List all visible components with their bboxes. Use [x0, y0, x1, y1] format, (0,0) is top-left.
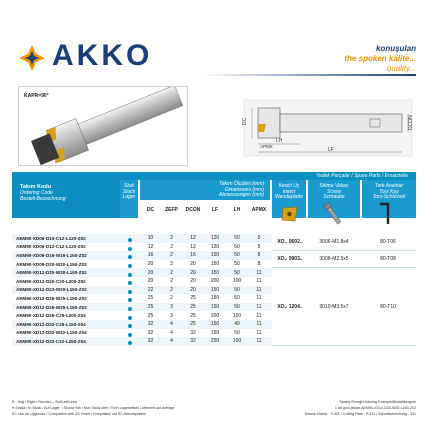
insert-group [272, 234, 416, 251]
cell-dc: 32 [147, 338, 154, 345]
stock-title-en: Stock [122, 188, 136, 195]
table-row [12, 243, 272, 252]
key-code: 80-T08 [380, 256, 396, 263]
cell-dc: 10 [147, 235, 154, 242]
cell-dc: 12 [147, 243, 154, 250]
key-title-en: Torx Key [379, 188, 399, 195]
cell-apmx: 11 [256, 338, 262, 345]
cell-lf: 150 [210, 329, 220, 336]
cell-apmx: 11 [256, 295, 262, 302]
cell-apmx: 11 [256, 269, 262, 276]
dims-title-de: Abmessungen (mm) [218, 192, 264, 198]
cell-lh: 100 [232, 312, 242, 319]
footer-legend-3: SC Ucu ile Uygundur / Compatible with SC Insert / Kompatibel mit SC-Wendeplatten [12, 412, 147, 416]
screw-icon [320, 200, 346, 228]
torx-key-icon [376, 200, 402, 228]
cell-lf: 150 [210, 261, 220, 268]
code-title-tr: Takım Kodu [20, 184, 52, 190]
insert-group [272, 268, 416, 345]
stock-header [120, 180, 138, 218]
cell-zefp: 3 [170, 312, 173, 319]
header-divider [200, 74, 416, 76]
cell-lh: 50 [234, 329, 240, 336]
cell-lh: 50 [234, 243, 240, 250]
cell-apmx: 11 [256, 321, 262, 328]
stock-title-de: Lager [122, 194, 136, 200]
cell-dc: 16 [147, 252, 154, 259]
cell-dcon: 20 [190, 286, 196, 293]
cell-apmx: 8 [257, 261, 261, 268]
cell-dcon: 12 [190, 235, 196, 242]
cell-dcon: 25 [190, 295, 196, 302]
cell-dcon: 32 [190, 329, 196, 336]
cell-lh: 50 [234, 269, 240, 276]
screw-code: 3010-M3.5x7 [319, 303, 349, 310]
table-row [12, 268, 272, 277]
cell-lh: 50 [234, 252, 240, 259]
stock-title-tr: Stok [123, 183, 134, 189]
key-title-tr: Tork Anahtar [374, 183, 404, 189]
cell-apmx: 8 [257, 252, 261, 259]
insert-title-de: Wendeplatte [275, 194, 303, 200]
code-title-de: Bestell-Bezeichnung [20, 196, 66, 202]
footer-legend-2: ● Stokta / In Stock / Auf Lager ○ Stokta Yok / Non Stock Item / Kein Lagerartikel, Lieferzeit auf Anfrage [12, 406, 175, 410]
insert-code: XO.. 0903.. [277, 256, 303, 263]
cell-lf: 150 [210, 295, 220, 302]
tool-drawing [240, 98, 416, 170]
ordering-code-header [12, 180, 120, 218]
cell-lf: 250 [210, 338, 220, 345]
key-code: 80-T10 [380, 303, 396, 310]
dims-title-en: Dimensions (mm) [224, 186, 264, 193]
cell-dcon: 20 [190, 269, 196, 276]
key-title-de: Torx-Schlüssel [372, 194, 406, 200]
cell-dcon: 32 [190, 338, 196, 345]
cell-apmx: 11 [256, 304, 262, 311]
cell-zefp: 2 [170, 243, 173, 250]
ordering-code: AEM90-XD12-D22-W20-L150-Z02 [16, 287, 87, 293]
ordering-code: AEM90-XD12-D20-C20-L200-Z02 [16, 278, 86, 284]
cell-lh: 50 [234, 261, 240, 268]
col-dc: DC [146, 207, 155, 213]
code-title-en: Ordering Code [20, 190, 53, 196]
footer-cutting-note: Kesme Hızıdır : S:331 / Cutting Rate : P:331 / Schnittbereichung : 331 [304, 412, 416, 416]
cell-lh: 50 [234, 295, 240, 302]
cell-dcon: 25 [190, 304, 196, 311]
cell-apmx: 11 [256, 329, 262, 336]
cell-dc: 20 [147, 269, 154, 276]
dimensions-header [140, 180, 270, 200]
cell-apmx: 11 [256, 312, 262, 319]
table-row [12, 311, 272, 320]
cell-dcon: 20 [190, 261, 196, 268]
ordering-code: AEM90-XD12-D32-W32-L150-Z04 [16, 330, 87, 336]
cell-zefp: 3 [170, 304, 173, 311]
screw-code: 3008-M2.5x5 [319, 256, 349, 263]
cell-dcon: 25 [190, 312, 196, 319]
footer-example-title: Sipariş Örneği/Ordering Example/Bestellbeispiel [339, 400, 416, 404]
slogan-line-3: quality... [386, 64, 416, 73]
ordering-code: AEM90-XD06-D10-C12-L120-Z02 [16, 235, 86, 241]
cell-zefp: 2 [170, 278, 173, 285]
table-row [12, 251, 272, 260]
col-lh: LH [233, 207, 241, 213]
ordering-code: AEM90-XD12-D25-W25-L150-Z02 [16, 295, 87, 301]
cell-dc: 32 [147, 329, 154, 336]
dimension-columns [140, 202, 270, 218]
ordering-code: AEM90-XD12-D20-W20-L150-Z02 [16, 270, 87, 276]
table-row [12, 234, 272, 243]
cell-dc: 22 [147, 286, 154, 293]
screw-title-en: Screw [327, 188, 341, 195]
cell-dcon: 20 [190, 278, 196, 285]
drawing-label-lh: LH [276, 138, 283, 144]
cell-lh: 100 [232, 338, 242, 345]
col-lf: LF [211, 207, 219, 213]
cell-lf: 200 [210, 312, 220, 319]
table-row [12, 277, 272, 286]
spare-parts-title: Yedek Parçalar / Spare Parts / Ersatzteile [316, 173, 408, 179]
cell-lh: 40 [234, 321, 240, 328]
insert-group [272, 251, 416, 268]
ordering-code: AEM90-XD09-D16-W16-L150-Z02 [16, 252, 87, 258]
insert-code: XO.. 0602.. [277, 239, 303, 246]
kapr-label: KAPR=90° [24, 93, 49, 99]
in-stock-dot-icon [128, 341, 132, 345]
key-code: 80-T06 [380, 239, 396, 246]
insert-title-en: Insert [282, 188, 296, 195]
drawing-label-dcon: DCON [408, 115, 414, 130]
cell-lf: 200 [210, 278, 220, 285]
cell-apmx: 11 [256, 278, 262, 285]
cell-dc: 32 [147, 321, 154, 328]
cell-apmx: 11 [256, 286, 262, 293]
cell-zefp: 3 [170, 261, 173, 268]
table-row [12, 320, 272, 329]
cell-dc: 25 [147, 304, 154, 311]
cell-dcon: 16 [190, 252, 196, 259]
cell-dc: 20 [147, 261, 154, 268]
ordering-code: AEM90-XD12-D25-W25-L150-Z03 [16, 304, 87, 310]
table-row [12, 260, 272, 269]
screw-code: 3006-M1.8x4 [319, 239, 349, 246]
drawing-label-apmx: APMX [260, 144, 273, 149]
cell-zefp: 4 [170, 329, 173, 336]
cell-zefp: 2 [170, 295, 173, 302]
akko-logo-icon [18, 44, 46, 72]
insert-code: XO.. 1204.. [277, 303, 303, 310]
cell-lh: 50 [234, 235, 240, 242]
cell-lh: 50 [234, 286, 240, 293]
cell-zefp: 4 [170, 321, 173, 328]
cell-zefp: 4 [170, 338, 173, 345]
cell-zefp: 2 [170, 252, 173, 259]
ordering-code: AEM90-XD12-D25-C25-L200-Z03 [16, 313, 86, 319]
cell-lf: 150 [210, 321, 220, 328]
cell-dc: 25 [147, 312, 154, 319]
table-row [12, 337, 272, 346]
cell-dcon: 12 [190, 243, 196, 250]
cell-lf: 150 [210, 252, 220, 259]
table-row [12, 294, 272, 303]
screw-title-tr: Sıkma Vidası [319, 183, 349, 189]
cell-zefp: 2 [170, 235, 173, 242]
cell-lf: 120 [210, 235, 220, 242]
cell-zefp: 2 [170, 286, 173, 293]
col-dcon: DCON [185, 207, 201, 213]
cell-dc: 25 [147, 295, 154, 302]
table-row [12, 329, 272, 338]
cell-apmx: 5 [257, 243, 261, 250]
slogan-line-1: konuşulan [375, 44, 416, 53]
col-zefp: ZEFP [165, 207, 178, 213]
stock-indicator [120, 332, 140, 350]
ordering-code: AEM90-XD12-D32-C32-L250-Z04 [16, 338, 86, 344]
cell-lf: 150 [210, 269, 220, 276]
spare-parts-header [308, 172, 416, 180]
ordering-code: AEM90-XD09-D20-W20-L150-Z03 [16, 261, 87, 267]
table-row [12, 286, 272, 295]
cell-lh: 100 [232, 278, 242, 285]
cell-apmx: 5 [257, 235, 261, 242]
slogan-line-2: the spoken kalite... [344, 54, 416, 63]
cell-dcon: 25 [190, 321, 196, 328]
cell-lf: 150 [210, 304, 220, 311]
dims-title-tr: Takım Ölçüleri (mm) [219, 181, 264, 187]
drawing-label-lf: LF [328, 147, 334, 153]
cell-lh: 50 [234, 304, 240, 311]
col-apmx: APMX [251, 207, 267, 213]
cell-zefp: 2 [170, 269, 173, 276]
footer-example-code: 1 ad.(pcs.)stück AEM90-XD12-D20-W20-L150-Z02 [334, 406, 416, 410]
ordering-code: AEM90-XD12-D32-C25-L150-Z04 [16, 321, 86, 327]
table-row [12, 303, 272, 312]
cell-lf: 120 [210, 243, 220, 250]
insert-icon [280, 204, 300, 224]
ordering-code: AEM90-XD06-D12-C12-L120-Z02 [16, 244, 86, 250]
cell-dc: 20 [147, 278, 154, 285]
screw-title-de: Schraube [323, 194, 345, 200]
brand-logo-text: AKKO [52, 39, 153, 72]
cell-lf: 150 [210, 286, 220, 293]
drawing-label-dc: DC [242, 117, 248, 125]
insert-title-tr: Kesici Uç [278, 183, 300, 189]
footer-legend-1: R : Sağ / Right / Rechts L : Sol/Left/Links [12, 400, 77, 404]
